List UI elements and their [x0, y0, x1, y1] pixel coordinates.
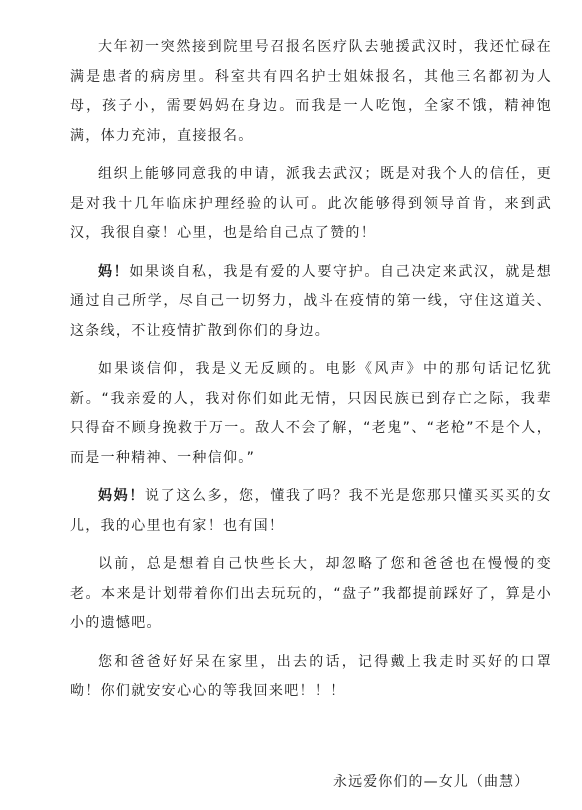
paragraph-text: 组织上能够同意我的申请，派我去武汉；既是对我个人的信任，更是对我十几年临床护理经验的认可。此次能够得到领导首肯，来到武汉，我很自豪！心里，也是给自己点了赞的！: [70, 166, 552, 241]
paragraph-lead: 妈！: [98, 263, 130, 280]
letter-paragraph-1: [70, 33, 552, 151]
letter-body: [70, 33, 552, 707]
letter-paragraph-3: [70, 258, 552, 347]
paragraph-text: 大年初一突然接到院里号召报名医疗队去驰援武汉时，我还忙碌在满是患者的病房里。科室共有四名护士姐妹报名，其他三名都初为人母，孩子小，需要妈妈在身边。而我是一人吃饱，全家不饿，精神饱满，体力充沛，直接报名。: [70, 39, 552, 144]
letter-paragraph-7: [70, 648, 552, 707]
letter-paragraph-4: [70, 355, 552, 473]
letter-paragraph-2: [70, 160, 552, 249]
paragraph-text: 以前，总是想着自己快些长大，却忽略了您和爸爸也在慢慢的变老。本来是计划带着你们出去玩玩的，“盘子”我都提前踩好了，算是小小的遗憾吧。: [70, 556, 552, 631]
paragraph-text: 说了这么多，您，懂我了吗？我不光是您那只懂买买买的女儿，我的心里也有家！也有国！: [70, 488, 552, 534]
letter-paragraph-5: [70, 482, 552, 541]
paragraph-text: 您和爸爸好好呆在家里，出去的话，记得戴上我走时买好的口罩呦！你们就安安心心的等我回来吧！！！: [70, 653, 552, 699]
paragraph-lead: 妈妈！: [98, 488, 146, 504]
letter-paragraph-6: [70, 550, 552, 639]
letter-signature: 永远爱你们的—女儿（曲慧）: [333, 774, 530, 790]
paragraph-text: 如果谈信仰，我是义无反顾的。电影《风声》中的那句话记忆犹新。“我亲爱的人，我对你们如此无情，只因民族已到存亡之际，我辈只得奋不顾身挽救于万一。敌人不会了解，“老鬼”、“老枪”不是个人，而是一种精神、一种信仰。”: [70, 361, 552, 466]
paragraph-text: 如果谈自私，我是有爱的人要守护。自己决定来武汉，就是想通过自己所学，尽自己一切努力，战斗在疫情的第一线，守住这道关、这条线，不让疫情扩散到你们的身边。: [70, 263, 552, 339]
